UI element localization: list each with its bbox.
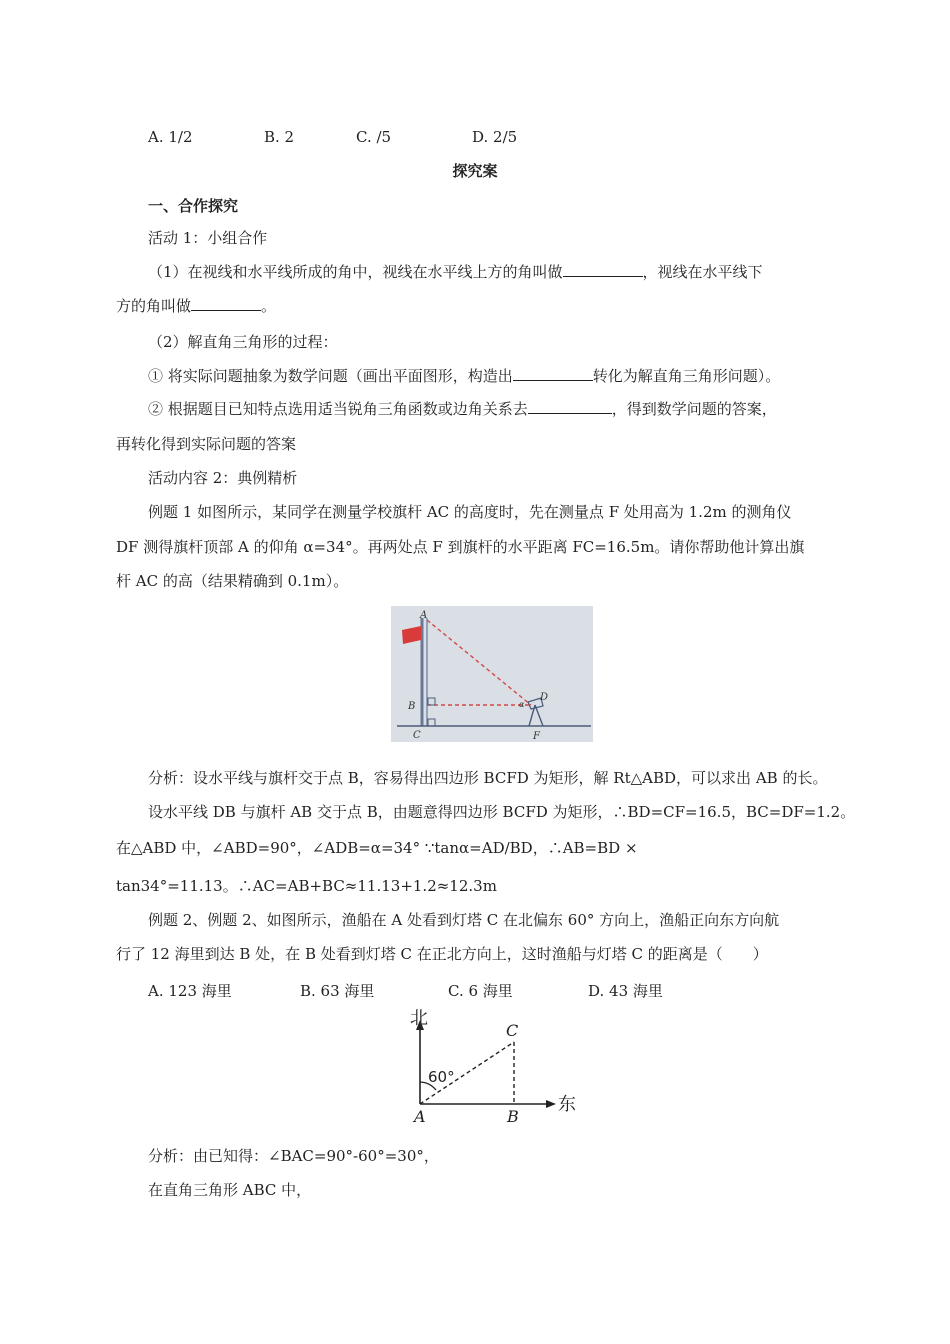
option-b: B. 63 海里 bbox=[300, 982, 375, 1000]
north-label: 北 bbox=[410, 1008, 428, 1029]
option-a: A. 1/2 bbox=[148, 128, 193, 146]
analysis-2-line-1: 分析：由已知得：∠BAC=90°-60°=30°， bbox=[148, 1147, 439, 1165]
question-2: （2）解直角三角形的过程： bbox=[148, 333, 338, 351]
step-1: ① 将实际问题抽象为数学问题（画出平面图形，构造出 转化为解直角三角形问题）。 bbox=[148, 367, 781, 385]
activity-2-label: 活动内容 2：典例精析 bbox=[148, 469, 298, 487]
example-1-line-3: 杆 AC 的高（结果精确到 0.1m）。 bbox=[116, 572, 349, 590]
activity-1-label: 活动 1：小组合作 bbox=[148, 229, 268, 247]
option-d: D. 43 海里 bbox=[588, 982, 663, 1000]
label-b: B bbox=[408, 701, 416, 712]
option-d: D. 2/5 bbox=[472, 128, 518, 146]
analysis-1-line-1: 分析：设水平线与旗杆交于点 B，容易得出四边形 BCFD 为矩形，解 Rt△ABD，可以求出 AB 的长。 bbox=[148, 769, 828, 787]
label-c: C bbox=[413, 730, 421, 741]
fill-blank bbox=[513, 366, 593, 381]
heading-cooperative-inquiry: 一、合作探究 bbox=[148, 197, 239, 215]
option-a: A. 123 海里 bbox=[148, 982, 232, 1000]
step-2-continued: 再转化得到实际问题的答案 bbox=[116, 435, 297, 453]
direction-diagram bbox=[400, 1006, 585, 1126]
step-2: ② 根据题目已知特点选用适当锐角三角函数或边角关系去 ，得到数学问题的答案， bbox=[148, 400, 777, 418]
analysis-1-line-4: tan34°=11.13。∴AC=AB+BC≈11.13+1.2≈12.3m bbox=[116, 877, 497, 895]
section-title: 探究案 bbox=[452, 162, 498, 180]
flagpole-figure bbox=[391, 606, 593, 742]
option-c: C. /5 bbox=[356, 128, 392, 146]
example-2-line-1: 例题 2、例题 2、如图所示，渔船在 A 处看到灯塔 C 在北偏东 60° 方向上，渔船正向东方向航 bbox=[148, 911, 780, 929]
analysis-2-line-2: 在直角三角形 ABC 中， bbox=[148, 1181, 312, 1199]
option-b: B. 2 bbox=[264, 128, 295, 146]
example-1-line-1: 例题 1 如图所示，某同学在测量学校旗杆 AC 的高度时，先在测量点 F 处用高为 1.2m 的测角仪 bbox=[148, 503, 792, 521]
question-1-line-1: （1）在视线和水平线所成的角中，视线在水平线上方的角叫做 ，视线在水平线下 bbox=[148, 263, 763, 281]
analysis-1-line-3: 在△ABD 中，∠ABD=90°，∠ADB=α=34° ∵tanα=AD/BD，∴AB=BD × bbox=[116, 839, 638, 857]
point-a-label: A bbox=[414, 1107, 426, 1126]
fill-blank bbox=[528, 399, 612, 414]
east-label: 东 bbox=[558, 1094, 576, 1115]
example-1-line-2: DF 测得旗杆顶部 A 的仰角 α=34°。再两处点 F 到旗杆的水平距离 FC=16.5m。请你帮助他计算出旗 bbox=[116, 538, 805, 556]
example-2-line-2: 行了 12 海里到达 B 处，在 B 处看到灯塔 C 在正北方向上，这时渔船与灯塔 C 的距离是（ ） bbox=[116, 945, 768, 963]
point-b-label: B bbox=[507, 1107, 519, 1126]
fill-blank bbox=[563, 262, 643, 277]
option-c: C. 6 海里 bbox=[448, 982, 513, 1000]
analysis-1-line-2: 设水平线 DB 与旗杆 AB 交于点 B，由题意得四边形 BCFD 为矩形，∴BD=CF=16.5，BC=DF=1.2。 bbox=[148, 803, 856, 821]
label-a: A bbox=[420, 610, 428, 621]
question-1-line-2: 方的角叫做 。 bbox=[116, 297, 277, 315]
angle-label: 60° bbox=[428, 1068, 455, 1086]
fill-blank bbox=[191, 296, 261, 311]
point-c-label: C bbox=[506, 1021, 519, 1040]
label-alpha: α bbox=[519, 700, 525, 709]
label-d: D bbox=[540, 692, 549, 703]
label-f: F bbox=[533, 731, 540, 742]
